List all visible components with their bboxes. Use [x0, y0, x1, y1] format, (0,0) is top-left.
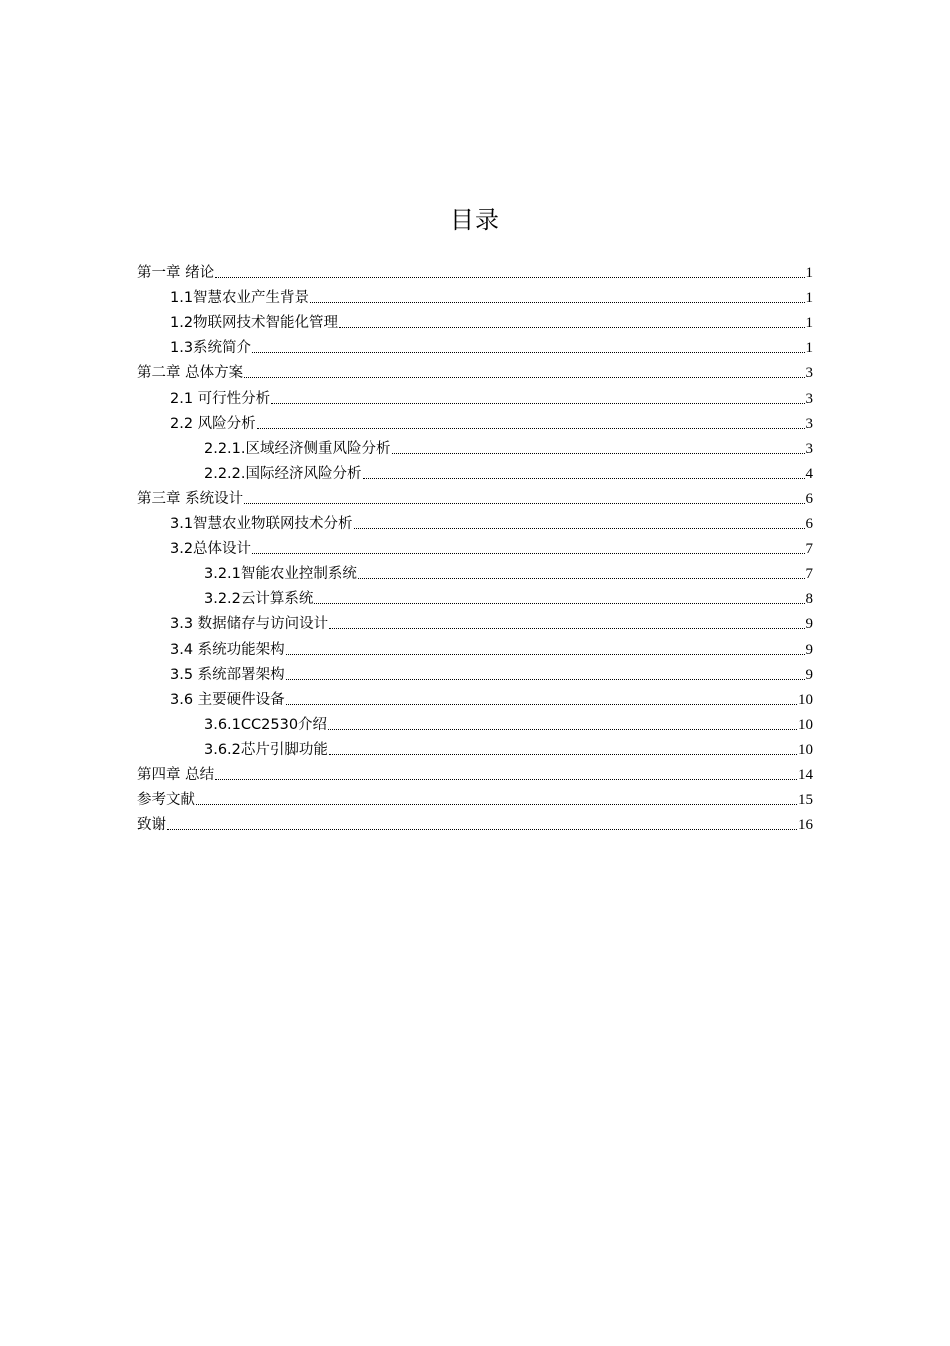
toc-entry[interactable]: [137, 382, 813, 407]
toc-entry-label: 3.6.2芯片引脚功能: [204, 741, 328, 758]
toc-entry[interactable]: [137, 684, 813, 709]
toc-entry-label: 2.2.1.区域经济侧重风险分析: [204, 440, 391, 457]
toc-entry-label: 3.2总体设计: [170, 541, 252, 558]
toc-entry-label: 3.4 系统功能架构: [170, 641, 285, 658]
dot-leader: [244, 376, 804, 378]
toc-entry[interactable]: [137, 533, 813, 558]
dot-leader: [329, 753, 797, 755]
toc-entry-label: 第三章 系统设计: [137, 490, 244, 507]
toc-entry[interactable]: [137, 583, 813, 608]
toc-entry[interactable]: [137, 608, 813, 633]
toc-title: 目录: [450, 206, 500, 234]
dot-leader: [354, 527, 805, 529]
toc-entry-page: 7: [805, 566, 813, 583]
toc-entry[interactable]: [137, 709, 813, 734]
dot-leader: [215, 778, 797, 780]
toc-entry[interactable]: [137, 508, 813, 533]
toc-entry-page: 4: [805, 465, 813, 482]
toc-entry-page: 9: [805, 616, 813, 633]
toc-entry-label: 1.2物联网技术智能化管理: [170, 315, 339, 332]
toc-entry-label: 致谢: [137, 817, 166, 834]
toc-entry[interactable]: [137, 558, 813, 583]
toc-entry-label: 3.1智慧农业物联网技术分析: [170, 516, 353, 533]
dot-leader: [196, 803, 797, 805]
toc-entry-page: 9: [805, 641, 813, 658]
toc-entry-label: 3.6 主要硬件设备: [170, 691, 285, 708]
toc-entry-page: 14: [798, 766, 813, 783]
toc-entry-page: 1: [805, 315, 813, 332]
toc-list: [137, 257, 813, 834]
dot-leader: [257, 427, 805, 429]
toc-entry-page: 15: [798, 792, 813, 809]
dot-leader: [392, 452, 805, 454]
toc-entry-page: 1: [805, 340, 813, 357]
toc-entry-label: 3.3 数据储存与访问设计: [170, 616, 329, 633]
toc-entry[interactable]: [137, 809, 813, 834]
toc-entry[interactable]: [137, 734, 813, 759]
dot-leader: [329, 627, 804, 629]
dot-leader: [215, 276, 804, 278]
dot-leader: [310, 301, 804, 303]
toc-entry-label: 1.3系统简介: [170, 340, 252, 357]
toc-entry-page: 10: [798, 741, 813, 758]
toc-entry[interactable]: [137, 357, 813, 382]
dot-leader: [252, 351, 804, 353]
toc-entry-page: 3: [805, 440, 813, 457]
toc-entry[interactable]: [137, 659, 813, 684]
toc-entry-label: 参考文献: [137, 792, 195, 809]
toc-entry-label: 第四章 总结: [137, 766, 215, 783]
toc-entry-label: 3.5 系统部署架构: [170, 666, 285, 683]
toc-entry-page: 1: [805, 265, 813, 282]
toc-entry-label: 第一章 绪论: [137, 265, 215, 282]
toc-entry-page: 8: [805, 591, 813, 608]
dot-leader: [328, 728, 797, 730]
toc-entry[interactable]: [137, 759, 813, 784]
toc-entry-page: 3: [805, 415, 813, 432]
toc-entry-page: 16: [798, 817, 813, 834]
toc-entry[interactable]: [137, 257, 813, 282]
dot-leader: [167, 828, 797, 830]
toc-entry-label: 3.2.2云计算系统: [204, 591, 314, 608]
dot-leader: [286, 653, 805, 655]
toc-entry[interactable]: [137, 282, 813, 307]
dot-leader: [358, 577, 805, 579]
toc-entry-label: 第二章 总体方案: [137, 365, 244, 382]
toc-entry-label: 1.1智慧农业产生背景: [170, 290, 310, 307]
toc-entry[interactable]: [137, 332, 813, 357]
toc-entry-label: 2.2.2.国际经济风险分析: [204, 465, 362, 482]
toc-entry-page: 9: [805, 666, 813, 683]
toc-entry-label: 3.2.1智能农业控制系统: [204, 566, 357, 583]
toc-entry-page: 6: [805, 490, 813, 507]
toc-entry[interactable]: [137, 633, 813, 658]
toc-entry[interactable]: [137, 784, 813, 809]
toc-entry-page: 3: [805, 390, 813, 407]
dot-leader: [286, 678, 805, 680]
toc-entry[interactable]: [137, 433, 813, 458]
dot-leader: [363, 477, 805, 479]
dot-leader: [244, 502, 804, 504]
toc-entry-page: 1: [805, 290, 813, 307]
dot-leader: [339, 326, 804, 328]
toc-entry-label: 2.1 可行性分析: [170, 390, 271, 407]
dot-leader: [252, 552, 804, 554]
toc-entry-label: 3.6.1CC2530介绍: [204, 716, 328, 733]
toc-entry[interactable]: [137, 483, 813, 508]
dot-leader: [314, 602, 804, 604]
toc-entry-page: 10: [798, 691, 813, 708]
dot-leader: [271, 402, 804, 404]
dot-leader: [286, 703, 797, 705]
toc-entry[interactable]: [137, 458, 813, 483]
toc-entry-page: 3: [805, 365, 813, 382]
toc-entry-label: 2.2 风险分析: [170, 415, 256, 432]
toc-entry[interactable]: [137, 408, 813, 433]
toc-entry-page: 10: [798, 716, 813, 733]
toc-entry-page: 7: [805, 541, 813, 558]
toc-entry[interactable]: [137, 307, 813, 332]
toc-entry-page: 6: [805, 516, 813, 533]
